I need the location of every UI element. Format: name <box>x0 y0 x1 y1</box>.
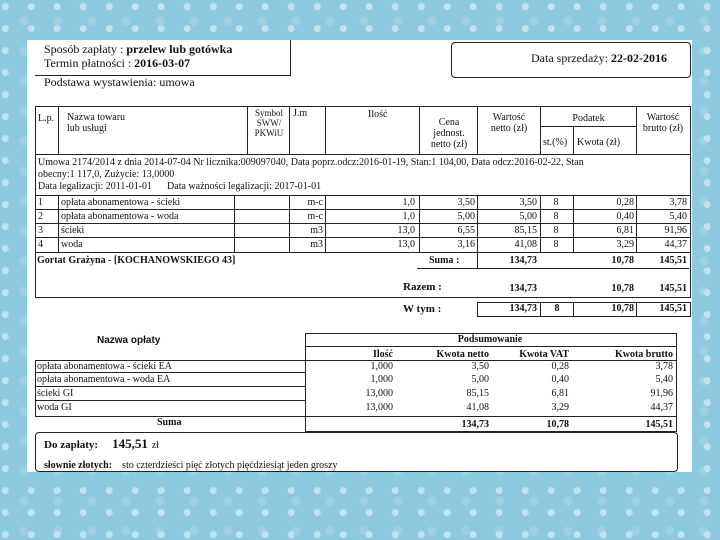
item-name: woda <box>61 239 83 250</box>
wtym-label: W tym : <box>403 303 442 315</box>
th2-net: Kwota netto <box>436 349 489 360</box>
amount-in-words <box>44 455 338 472</box>
item-name: opłata abonamentowa - woda <box>61 211 179 222</box>
item-tax: 0,40 <box>616 211 634 222</box>
summary-gross: 91,96 <box>650 388 673 399</box>
item-price: 6,55 <box>457 225 475 236</box>
suma2-vat: 10,78 <box>546 419 569 430</box>
item-gross: 91,96 <box>664 225 687 236</box>
th2-vat: Kwota VAT <box>519 349 569 360</box>
item-rate: 8 <box>553 225 559 236</box>
item-gross: 3,78 <box>669 197 687 208</box>
razem-net: 134,73 <box>509 283 537 294</box>
item-lp: 3 <box>38 225 43 236</box>
summary-gross: 3,78 <box>655 361 673 372</box>
th-name: Nazwa towaru lub usługi <box>67 112 126 134</box>
contract-line-3: Data legalizacji: 2011-01-01 Data ważności legalizacji: 2017-01-01 <box>38 181 322 192</box>
th-rate: st.(%) <box>543 137 568 148</box>
summary-vat: 6,81 <box>551 388 569 399</box>
item-price: 3,16 <box>457 239 475 250</box>
summary-net: 3,50 <box>471 361 489 372</box>
summary-name: opłata abonamentowa - woda EA <box>37 374 171 385</box>
item-name: ścieki <box>61 225 85 236</box>
item-qty: 13,0 <box>397 239 415 250</box>
summary-name: opłata abonamentowa - ścieki EA <box>37 361 172 372</box>
th2-gross: Kwota brutto <box>614 349 673 360</box>
item-rate: 8 <box>553 197 559 208</box>
summary-qty: 13,000 <box>365 388 393 399</box>
invoice-page <box>27 40 692 472</box>
words-label: słownie złotych: <box>44 460 113 471</box>
fee-name-header: Nazwa opłaty <box>97 335 161 346</box>
summary-gross: 5,40 <box>655 374 673 385</box>
th-taxamt: Kwota (zł) <box>577 137 621 148</box>
suma-gross: 145,51 <box>659 255 687 266</box>
sale-date-value: 22-02-2016 <box>610 51 667 65</box>
sale-date <box>531 51 667 66</box>
item-rate: 8 <box>553 239 559 250</box>
item-tax: 6,81 <box>616 225 634 236</box>
item-lp: 2 <box>38 211 43 222</box>
summary-name: woda GI <box>37 402 72 413</box>
th-qty: Ilość <box>368 109 388 120</box>
item-gross: 5,40 <box>669 211 687 222</box>
item-net: 5,00 <box>519 211 537 222</box>
payment-method-label: Sposób zapłaty : <box>44 42 124 56</box>
to-pay-label: Do zapłaty: <box>44 439 99 451</box>
suma-label: Suma : <box>429 255 460 266</box>
invoice-basis: Podstawa wystawienia: umowa <box>44 75 195 89</box>
item-qty: 13,0 <box>397 225 415 236</box>
contract-line-2: obecny:1 117,0, Zużycie: 13,0000 <box>38 169 175 180</box>
item-unit: m3 <box>310 225 323 236</box>
to-pay-amount: 145,51 <box>112 436 148 451</box>
razem-label: Razem : <box>403 281 442 293</box>
th-unit: J.m <box>293 108 308 119</box>
summary-net: 5,00 <box>471 374 489 385</box>
item-unit: m3 <box>310 239 323 250</box>
summary-qty: 1,000 <box>370 361 393 372</box>
summary-gross: 44,37 <box>650 402 673 413</box>
th-symbol: Symbol SWW/ PKWiU <box>254 108 284 138</box>
item-net: 85,15 <box>514 225 537 236</box>
item-price: 3,50 <box>457 197 475 208</box>
wtym-net: 134,73 <box>509 303 537 314</box>
sale-date-label: Data sprzedaży: <box>531 51 608 65</box>
to-pay <box>44 435 159 453</box>
suma-net: 134,73 <box>509 255 537 266</box>
summary-qty: 13,000 <box>365 402 393 413</box>
summary-header: Podsumowanie <box>457 334 523 345</box>
th-price: Cena jednost. netto (zł) <box>430 117 468 150</box>
item-lp: 1 <box>38 197 43 208</box>
due-date-label: Termin płatności : <box>44 56 132 70</box>
words-value: sto czterdzieści pięć złotych pięćdziesiąt jeden groszy <box>122 460 338 471</box>
item-gross: 44,37 <box>664 239 687 250</box>
th-lp: L.p. <box>38 113 55 124</box>
payment-method <box>44 42 232 57</box>
contract-line-1: Umowa 2174/2014 z dnia 2014-07-04 Nr licznika:009097040, Data poprz.odcz:2016-01-19, Stan:1 104,00, Data odcz:2016-02-22, Stan <box>38 157 584 168</box>
suma-tax: 10,78 <box>611 255 634 266</box>
item-net: 3,50 <box>519 197 537 208</box>
item-qty: 1,0 <box>402 211 415 222</box>
item-tax: 3,29 <box>616 239 634 250</box>
razem-tax: 10,78 <box>611 283 634 294</box>
item-qty: 1,0 <box>402 197 415 208</box>
suma2-label: Suma <box>157 417 182 428</box>
wtym-tax: 10,78 <box>611 303 634 314</box>
th-gross: Wartość brutto (zł) <box>642 112 684 134</box>
customer-address: Gortat Grażyna - [KOCHANOWSKIEGO 43] <box>37 255 236 266</box>
due-date <box>44 56 190 71</box>
summary-vat: 0,28 <box>551 361 569 372</box>
to-pay-currency: zł <box>151 440 160 451</box>
item-unit: m-c <box>307 211 323 222</box>
razem-gross: 145,51 <box>659 283 687 294</box>
summary-vat: 0,40 <box>551 374 569 385</box>
item-tax: 0,28 <box>616 197 634 208</box>
item-net: 41,08 <box>514 239 537 250</box>
wtym-rate: 8 <box>554 303 560 314</box>
item-name: opłata abonamentowa - ścieki <box>61 197 181 208</box>
summary-name: ścieki GI <box>37 388 74 399</box>
suma2-net: 134,73 <box>461 419 489 430</box>
summary-net: 85,15 <box>466 388 489 399</box>
payment-method-value: przelew lub gotówka <box>126 42 233 56</box>
item-price: 5,00 <box>457 211 475 222</box>
item-rate: 8 <box>553 211 559 222</box>
summary-net: 41,08 <box>466 402 489 413</box>
suma2-gross: 145,51 <box>645 419 673 430</box>
th-net: Wartość netto (zł) <box>490 112 528 134</box>
summary-vat: 3,29 <box>551 402 569 413</box>
th2-qty: Ilość <box>373 349 393 360</box>
due-date-value: 2016-03-07 <box>134 56 191 70</box>
wtym-gross: 145,51 <box>659 303 687 314</box>
item-unit: m-c <box>307 197 323 208</box>
item-lp: 4 <box>38 239 43 250</box>
th-tax: Podatek <box>572 113 605 124</box>
summary-qty: 1,000 <box>370 374 393 385</box>
